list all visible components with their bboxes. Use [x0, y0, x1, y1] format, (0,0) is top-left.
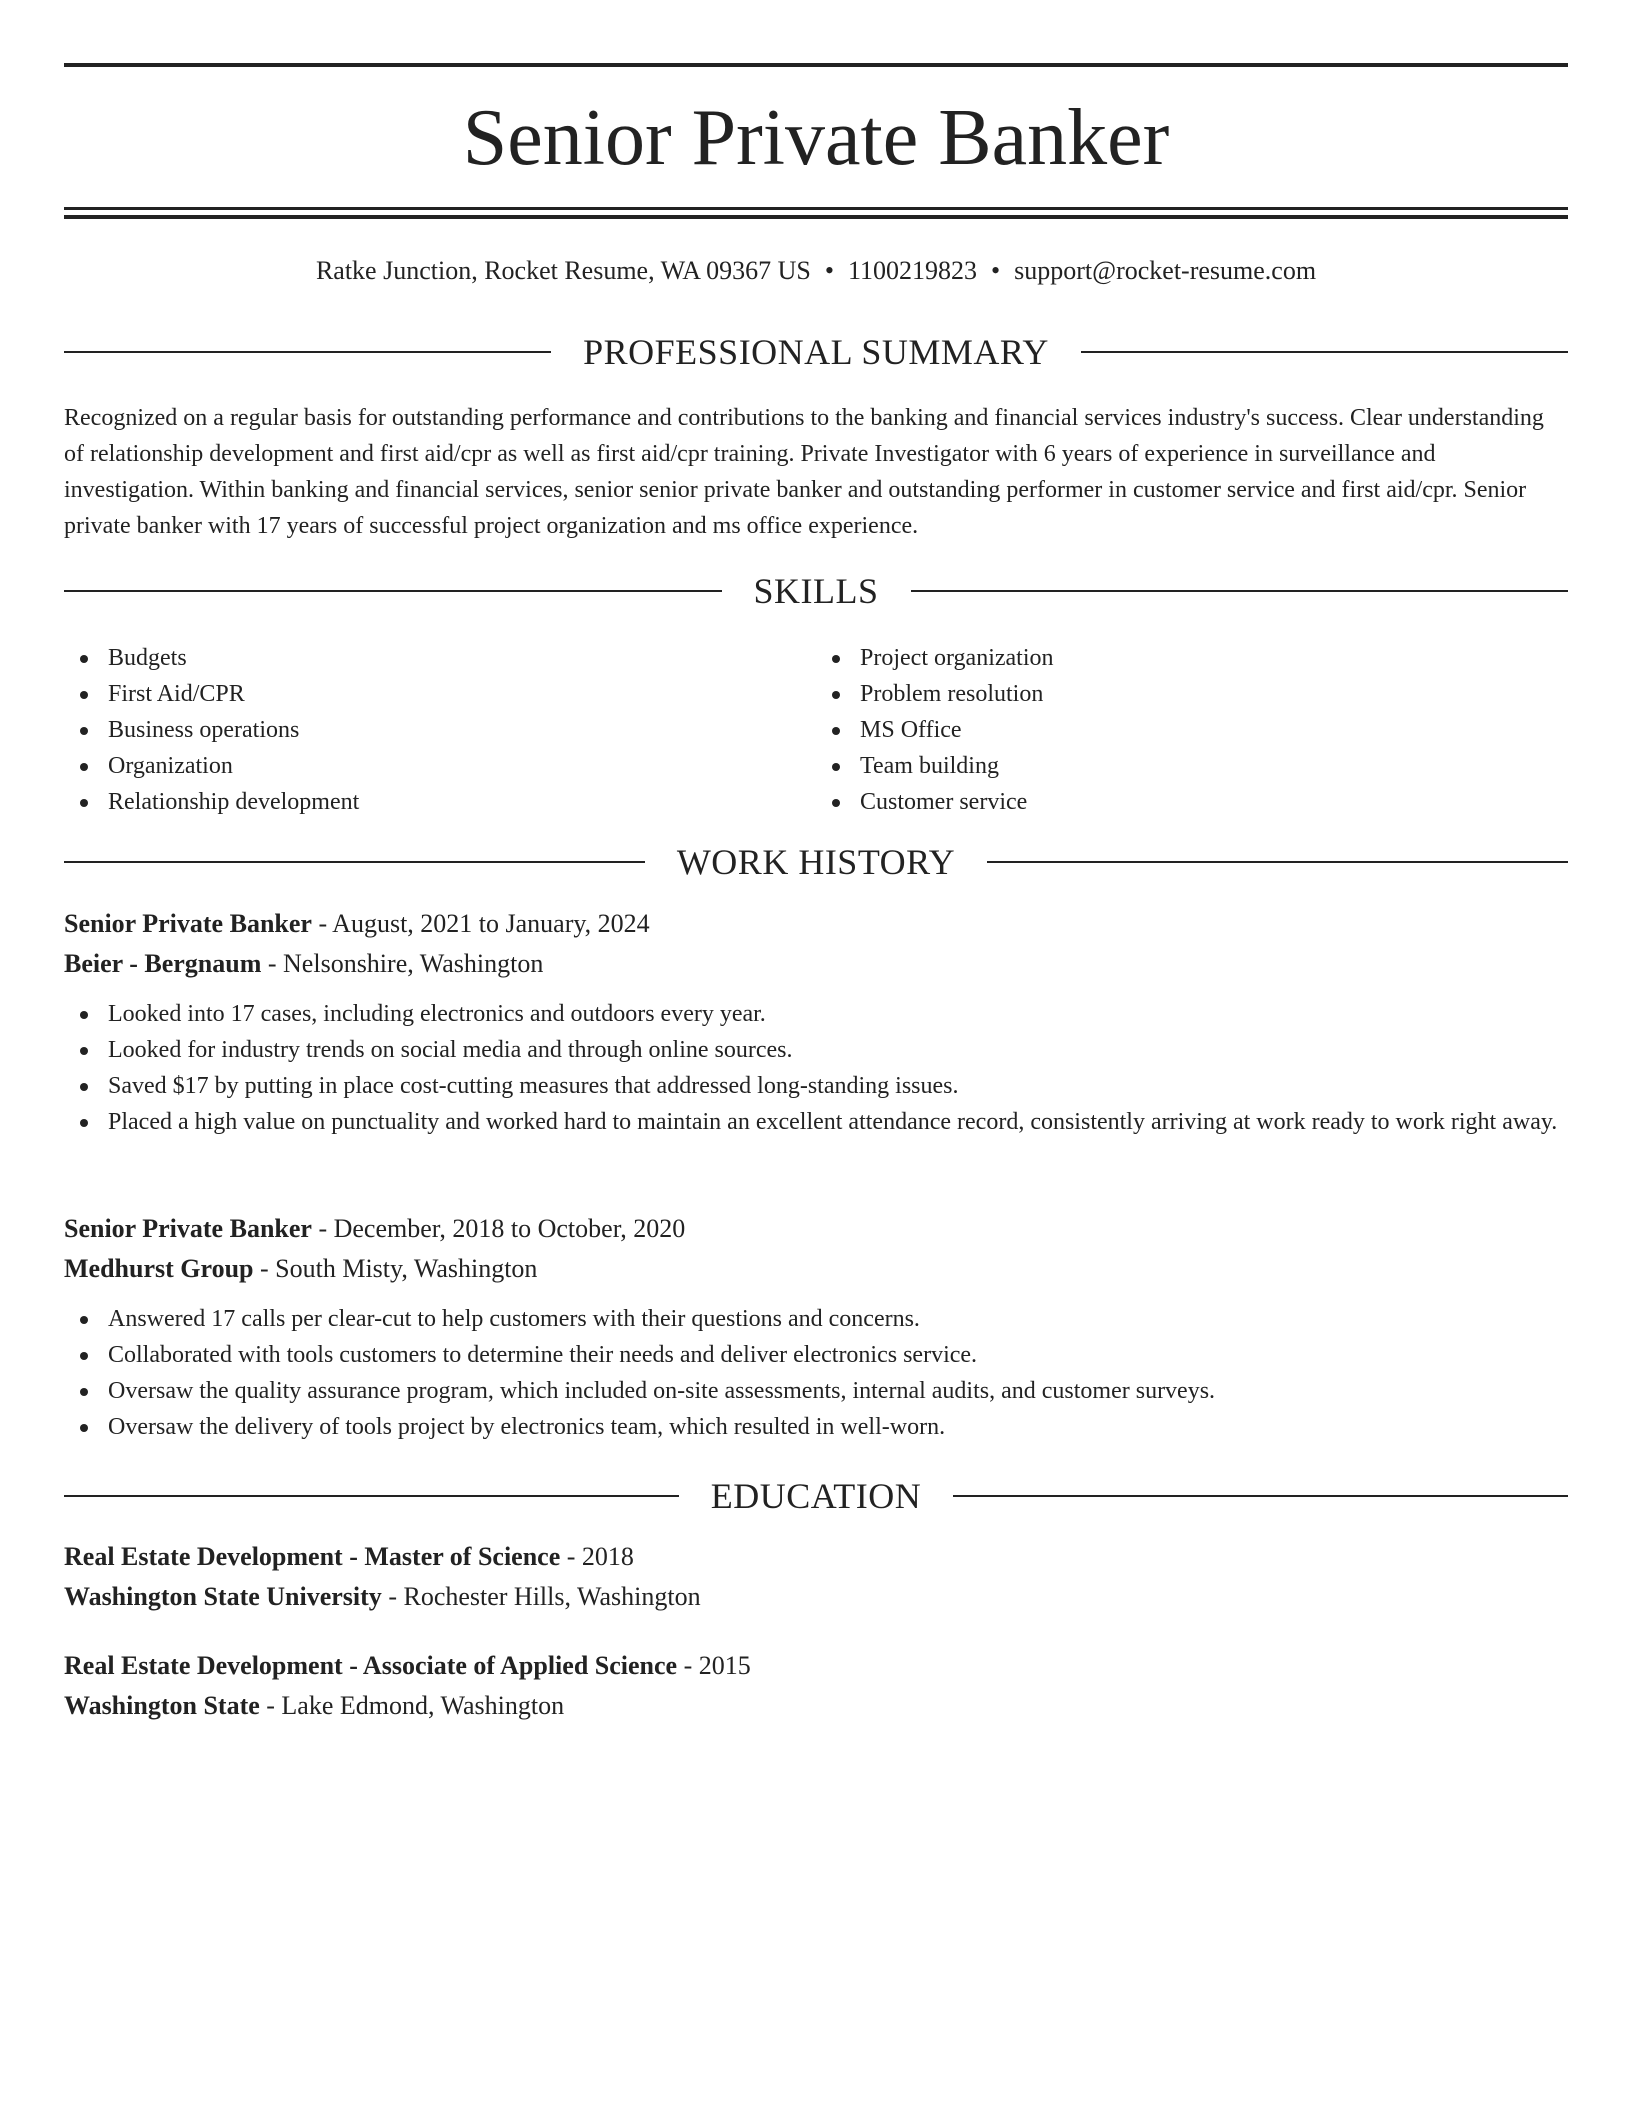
job-entry: [64, 904, 1568, 1140]
heading-rule-left: [64, 590, 722, 592]
summary-heading-label: PROFESSIONAL SUMMARY: [583, 332, 1049, 372]
job-bullets: [64, 1301, 1568, 1445]
job-company: Beier - Bergnaum: [64, 949, 262, 978]
job-entry: [64, 1209, 1568, 1445]
job-bullets: [64, 996, 1568, 1140]
skill-item: Project organization: [816, 640, 1568, 676]
skill-item: Customer service: [816, 784, 1568, 820]
skill-item: Team building: [816, 748, 1568, 784]
heading-rule-left: [64, 861, 645, 863]
education-heading: [64, 1474, 1568, 1518]
heading-rule-left: [64, 1495, 679, 1497]
title-double-rule: [64, 207, 1568, 219]
job-company: Medhurst Group: [64, 1254, 254, 1283]
heading-rule-right: [953, 1495, 1568, 1497]
job-dates: - December, 2018 to October, 2020: [311, 1214, 686, 1243]
job-bullet: Placed a high value on punctuality and worked hard to maintain an excellent attendance record, consistently arriving at work ready to work right away.: [64, 1104, 1568, 1140]
contact-address: Ratke Junction, Rocket Resume, WA 09367 US: [315, 256, 811, 285]
job-title: Senior Private Banker: [64, 1214, 312, 1243]
work-history-heading-label: WORK HISTORY: [676, 842, 956, 882]
job-dates: - August, 2021 to January, 2024: [311, 909, 650, 938]
education-degree-line: [64, 1537, 1568, 1577]
contact-phone: 1100219823: [847, 256, 978, 285]
education-heading-label: EDUCATION: [710, 1476, 922, 1516]
skill-item: MS Office: [816, 712, 1568, 748]
work-history-heading: [64, 840, 1568, 884]
job-bullet: Looked into 17 cases, including electronics and outdoors every year.: [64, 996, 1568, 1032]
contact-separator: •: [991, 256, 1001, 285]
education-entry: [64, 1537, 1568, 1617]
job-bullet: Saved $17 by putting in place cost-cutting measures that addressed long-standing issues.: [64, 1068, 1568, 1104]
skill-item: First Aid/CPR: [64, 676, 816, 712]
job-title: Senior Private Banker: [64, 909, 312, 938]
heading-rule-right: [987, 861, 1568, 863]
education-degree: Real Estate Development - Associate of Applied Science: [64, 1651, 678, 1680]
job-location: - Nelsonshire, Washington: [261, 949, 544, 978]
skills-column-right: [816, 640, 1568, 820]
skill-item: Business operations: [64, 712, 816, 748]
job-title-line: [64, 1209, 1568, 1249]
job-title-line: [64, 904, 1568, 944]
summary-text: Recognized on a regular basis for outstanding performance and contributions to the banking and financial services industry's success. Clear understanding of relationship development and first aid/cpr as well as first aid/cpr training. Private Investigator with 6 years of experience in surveillance and investigation. Within banking and financial services, senior senior private banker and outstanding performer in customer service and first aid/cpr. Senior private banker with 17 years of successful project organization and ms office experience.: [64, 405, 1544, 539]
education-year: - 2015: [677, 1651, 751, 1680]
education-degree-line: [64, 1646, 1568, 1686]
job-bullet: Oversaw the delivery of tools project by electronics team, which resulted in well-worn.: [64, 1409, 1568, 1445]
education-location: - Lake Edmond, Washington: [259, 1691, 565, 1720]
resume-title: Senior Private Banker: [462, 94, 1170, 182]
heading-rule-right: [911, 590, 1569, 592]
job-bullet: Looked for industry trends on social media and through online sources.: [64, 1032, 1568, 1068]
contact-email: support@rocket-resume.com: [1014, 256, 1317, 285]
education-entry: [64, 1646, 1568, 1726]
skills-heading: [64, 569, 1568, 613]
education-school: Washington State University: [64, 1582, 382, 1611]
job-bullet: Answered 17 calls per clear-cut to help customers with their questions and concerns.: [64, 1301, 1568, 1337]
top-rule: [64, 63, 1568, 67]
heading-rule-left: [64, 351, 551, 353]
education-school-line: [64, 1686, 1568, 1726]
skill-item: Budgets: [64, 640, 816, 676]
education-location: - Rochester Hills, Washington: [381, 1582, 701, 1611]
education-degree: Real Estate Development - Master of Science: [64, 1542, 561, 1571]
skills-column-left: [64, 640, 816, 820]
contact-separator: •: [824, 256, 834, 285]
skill-item: Relationship development: [64, 784, 816, 820]
summary-heading: [64, 330, 1568, 374]
education-school-line: [64, 1577, 1568, 1617]
job-bullet: Oversaw the quality assurance program, which included on-site assessments, internal audits, and customer surveys.: [64, 1373, 1568, 1409]
heading-rule-right: [1081, 351, 1568, 353]
skills-list: [64, 640, 1568, 820]
skills-heading-label: SKILLS: [753, 571, 879, 611]
education-year: - 2018: [560, 1542, 634, 1571]
job-company-line: [64, 1249, 1568, 1289]
education-school: Washington State: [64, 1691, 260, 1720]
job-bullet: Collaborated with tools customers to determine their needs and deliver electronics service.: [64, 1337, 1568, 1373]
contact-line: [64, 253, 1568, 289]
job-location: - South Misty, Washington: [253, 1254, 538, 1283]
job-company-line: [64, 944, 1568, 984]
skill-item: Problem resolution: [816, 676, 1568, 712]
skill-item: Organization: [64, 748, 816, 784]
